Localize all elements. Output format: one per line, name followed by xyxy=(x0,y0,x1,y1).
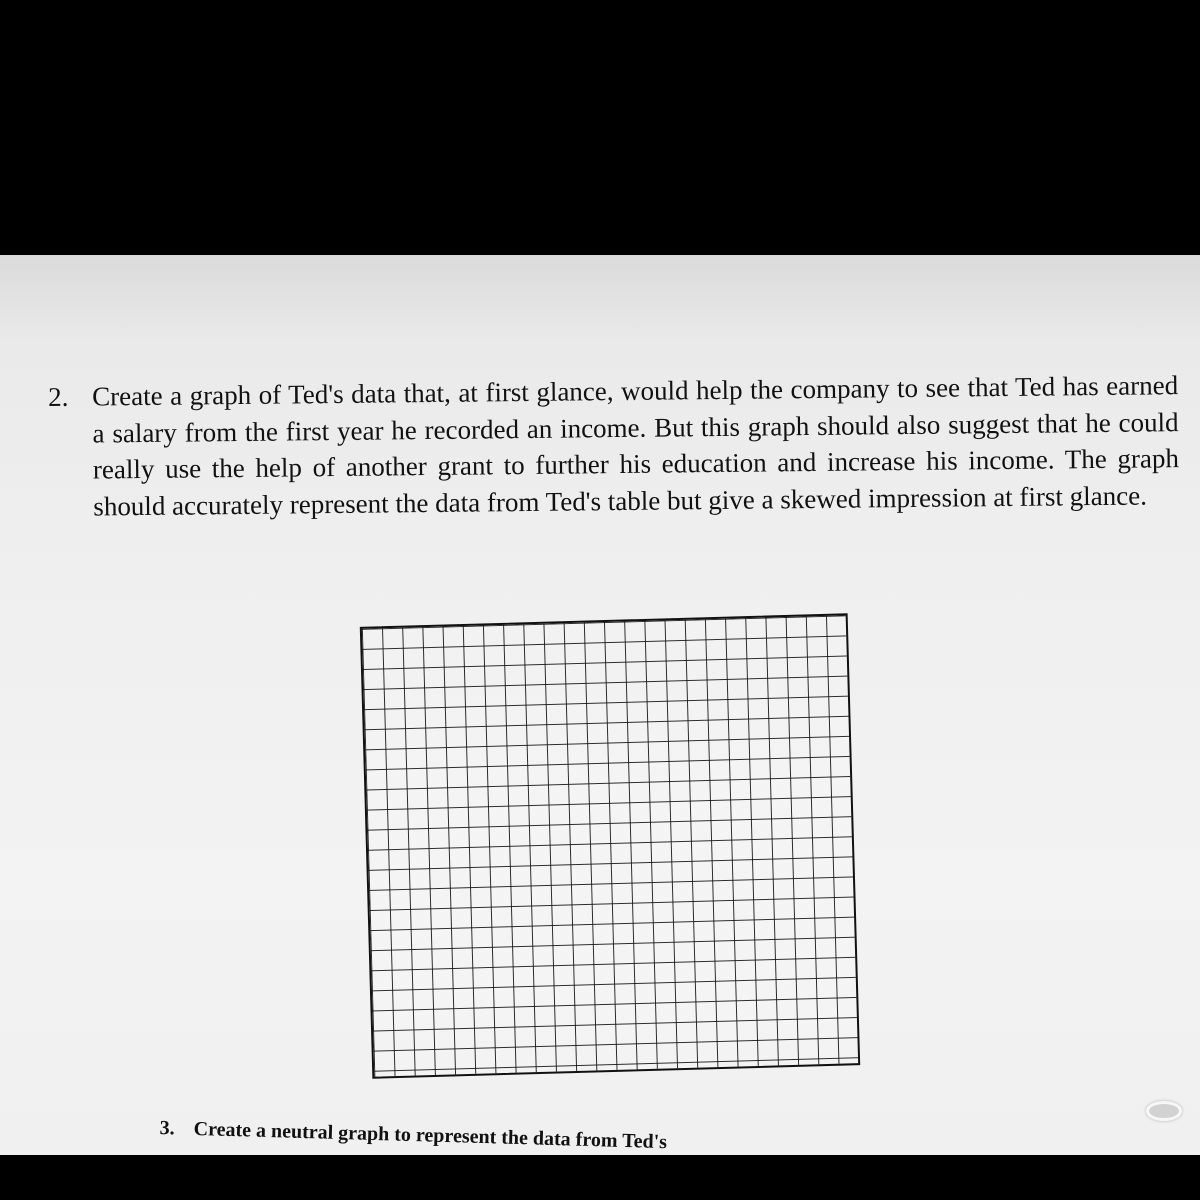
binder-ring-icon xyxy=(1146,1101,1182,1121)
question-3-text: Create a neutral graph to represent the data from Ted's xyxy=(193,1117,668,1154)
question-2-text: Create a graph of Ted's data that, at first glance, would help the company to see that Ted has earned a salary from the first year he recorded an income. But this graph should also suggest that he could really use the help of another grant to further his education and increase his income. The graph should accurately represent the data from Ted's table but give a skewed impression at first glance. xyxy=(92,370,1180,522)
question-2-number: 2. xyxy=(48,381,69,412)
worksheet-paper xyxy=(0,255,1200,1155)
paper-shadow xyxy=(0,255,1200,345)
blank-graph-grid xyxy=(360,613,860,1078)
question-3 xyxy=(159,1117,1119,1155)
question-2 xyxy=(48,367,1179,525)
question-3-number: 3. xyxy=(159,1117,175,1140)
